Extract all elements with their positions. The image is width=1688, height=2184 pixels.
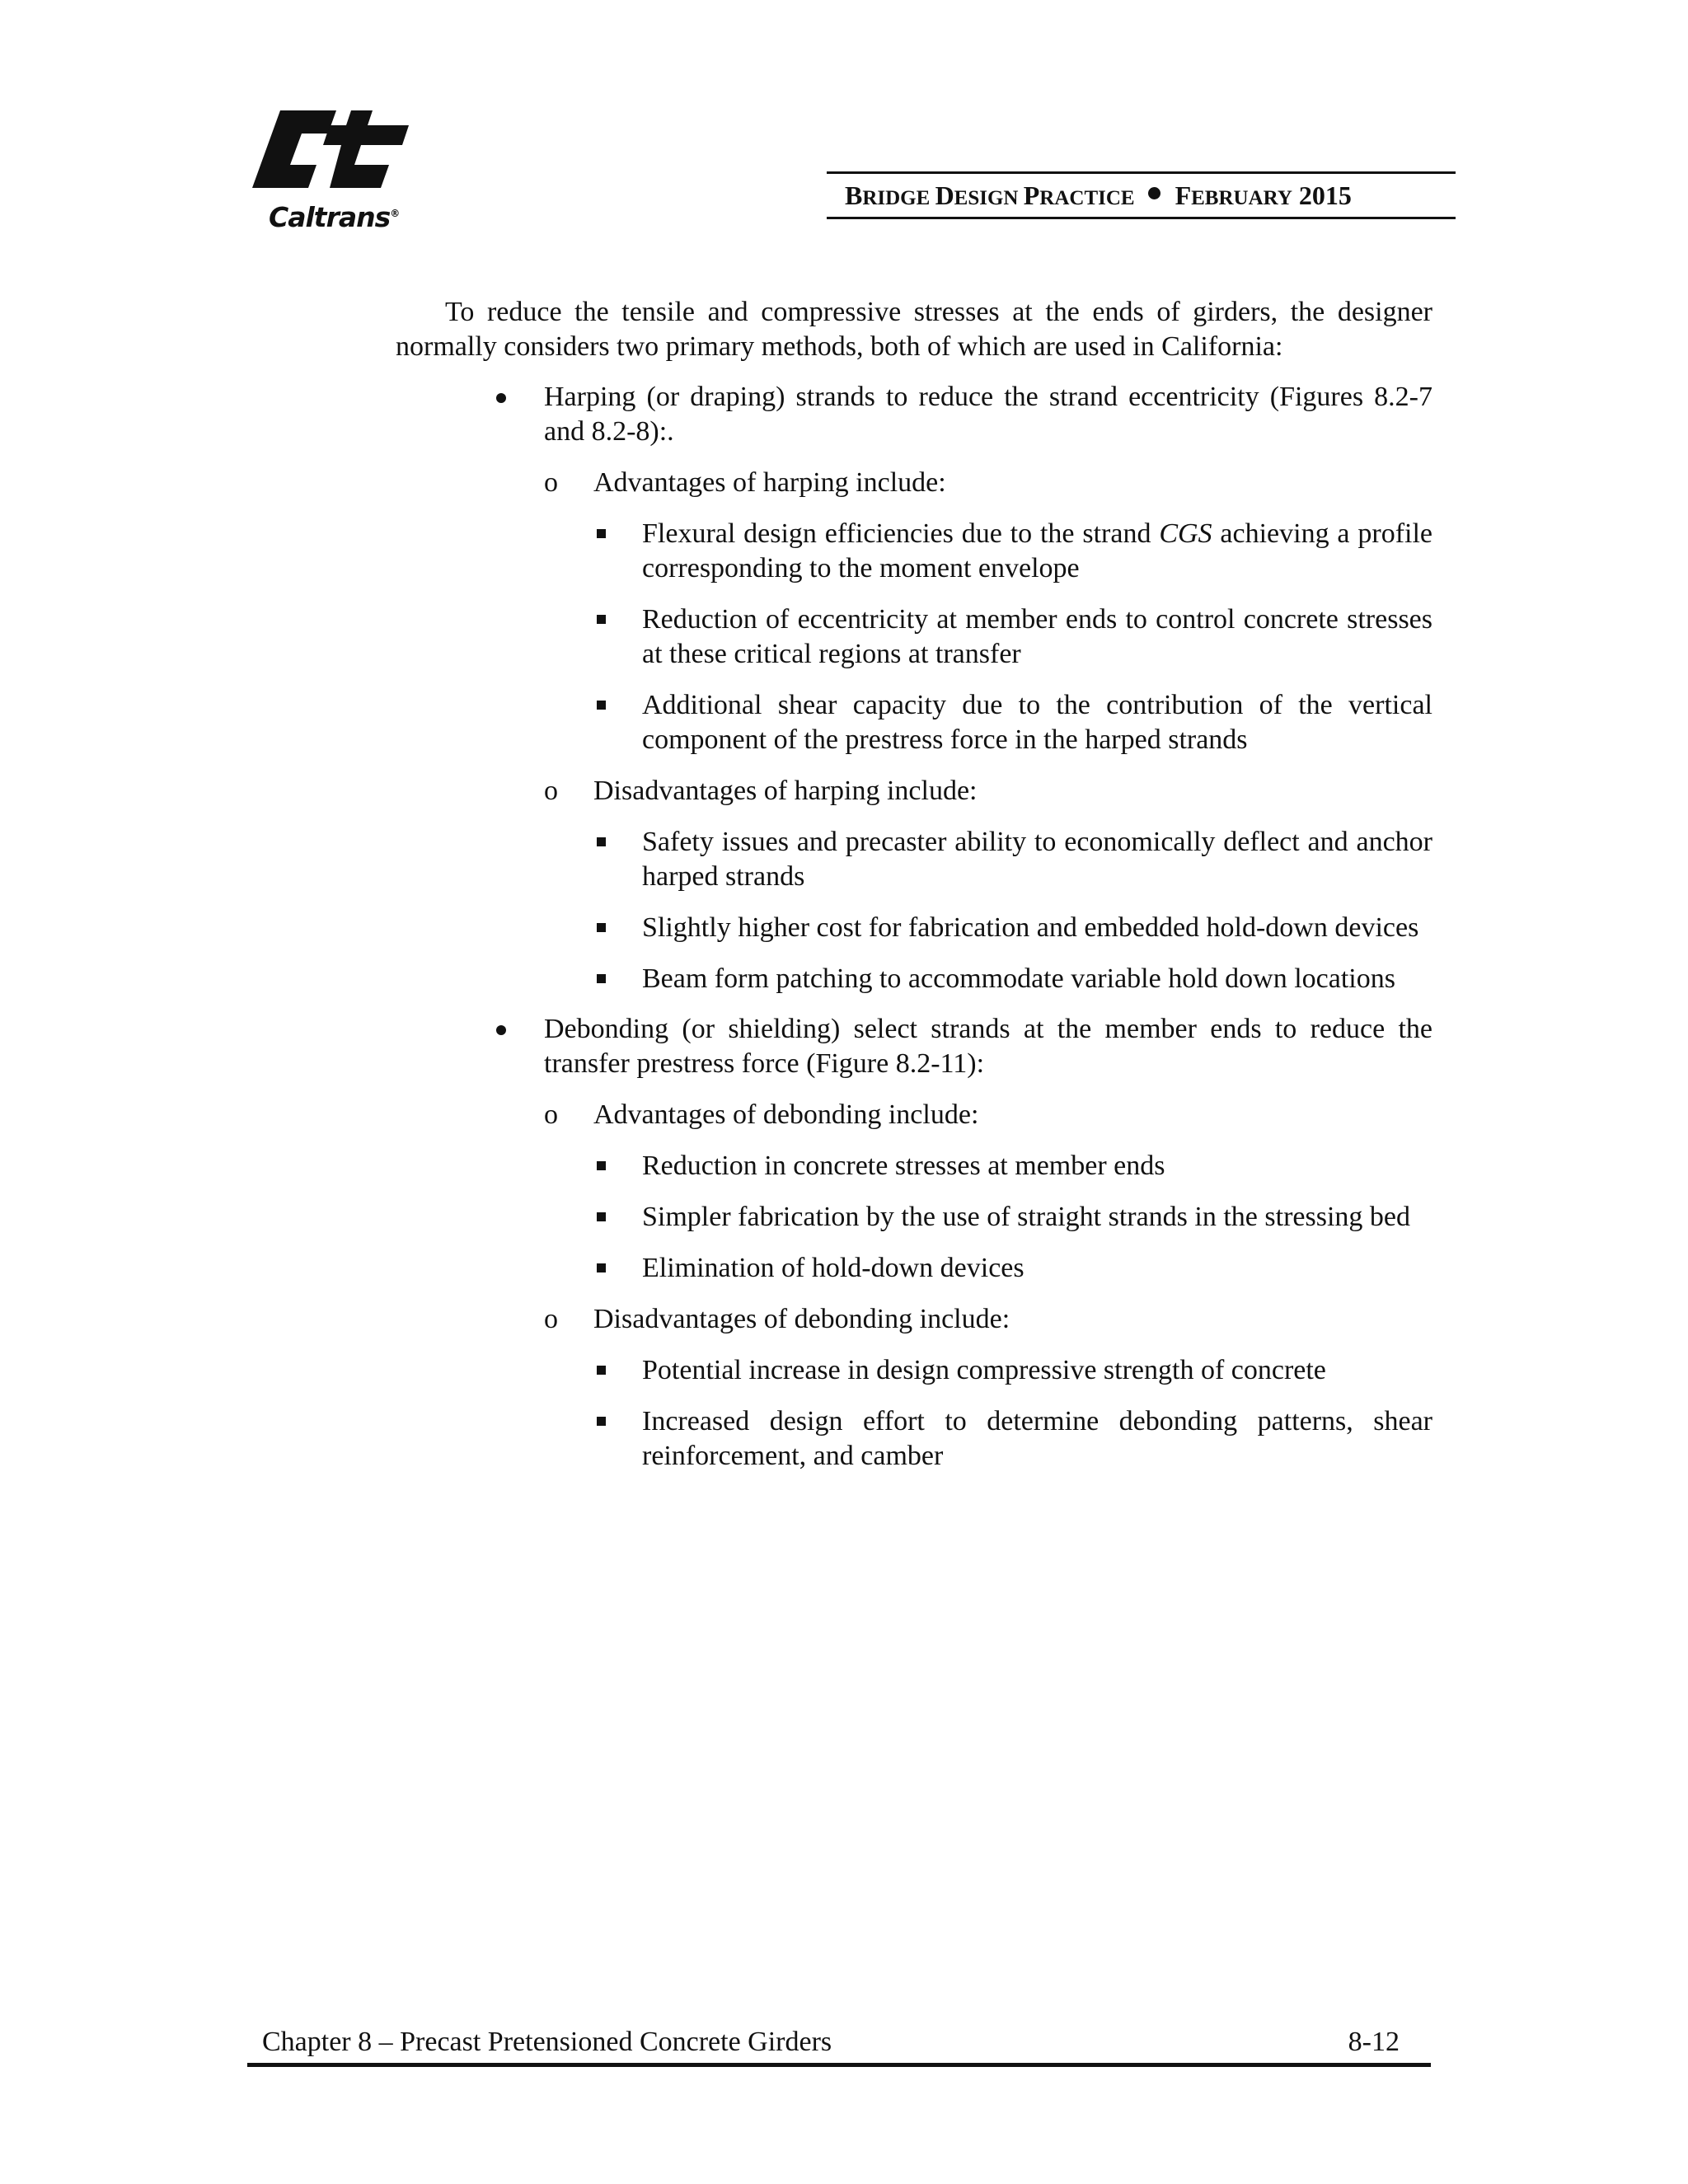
caltrans-ct-mark — [247, 105, 412, 196]
square-bullet-icon — [597, 615, 606, 624]
debonding-disadvantages-heading: o Disadvantages of debonding include: — [544, 1304, 1010, 1334]
list-item: Beam form patching to accommodate variable hold down locations — [396, 962, 1432, 996]
square-bullet-icon — [597, 923, 606, 932]
square-bullet-icon — [597, 529, 606, 538]
square-bullet-icon — [597, 701, 606, 710]
square-bullet-icon — [597, 1161, 606, 1170]
square-bullet-icon — [597, 1212, 606, 1221]
caltrans-logo — [247, 105, 420, 234]
bullet-icon — [496, 393, 506, 403]
page-footer — [247, 2021, 1431, 2067]
page-number: 8-12 — [1348, 2027, 1400, 2057]
page-body — [396, 295, 1432, 1474]
harping-advantages-heading: o Advantages of harping include: — [544, 467, 946, 498]
list-item: Simpler fabrication by the use of straight strands in the stressing bed — [396, 1200, 1432, 1235]
list-item: Flexural design efficiencies due to the strand CGS achieving a profile corresponding to the moment envelope — [396, 517, 1432, 586]
caltrans-wordmark: Caltrans® — [269, 201, 400, 233]
header-title: BRIDGE DESIGN PRACTICE — [845, 180, 1135, 210]
bullet-icon — [496, 1025, 506, 1035]
list-item: Potential increase in design compressive strength of concrete — [396, 1353, 1432, 1388]
intro-paragraph: To reduce the tensile and compressive stresses at the ends of girders, the designer normally considers two primary methods, both of which are used in California: — [396, 297, 1432, 362]
list-item: Safety issues and precaster ability to economically deflect and anchor harped strands — [396, 825, 1432, 894]
running-header — [827, 171, 1456, 219]
list-item-debonding: Debonding (or shielding) select strands at the member ends to reduce the transfer prestress force (Figure 8.2-11): — [396, 1012, 1432, 1081]
list-item: Elimination of hold-down devices — [396, 1251, 1432, 1286]
list-item: Additional shear capacity due to the contribution of the vertical component of the prestress force in the harped strands — [396, 688, 1432, 757]
square-bullet-icon — [597, 1417, 606, 1426]
list-item: Reduction of eccentricity at member ends to control concrete stresses at these critical regions at transfer — [396, 602, 1432, 672]
footer-chapter-title: Chapter 8 – Precast Pretensioned Concrete Girders — [262, 2027, 832, 2057]
square-bullet-icon — [597, 837, 606, 846]
square-bullet-icon — [597, 974, 606, 983]
list-item: Reduction in concrete stresses at member ends — [396, 1149, 1432, 1183]
list-item: Slightly higher cost for fabrication and embedded hold-down devices — [396, 911, 1432, 945]
list-item: Increased design effort to determine debonding patterns, shear reinforcement, and camber — [396, 1404, 1432, 1474]
harping-disadvantages-heading: o Disadvantages of harping include: — [544, 776, 978, 806]
square-bullet-icon — [597, 1366, 606, 1375]
header-bullet-icon — [1148, 187, 1160, 199]
header-date: FEBRUARY 2015 — [1175, 180, 1352, 210]
list-item-harping: Harping (or draping) strands to reduce the strand eccentricity (Figures 8.2-7 and 8.2-8):. — [396, 380, 1432, 449]
debonding-advantages-heading: o Advantages of debonding include: — [544, 1099, 979, 1130]
square-bullet-icon — [597, 1263, 606, 1272]
